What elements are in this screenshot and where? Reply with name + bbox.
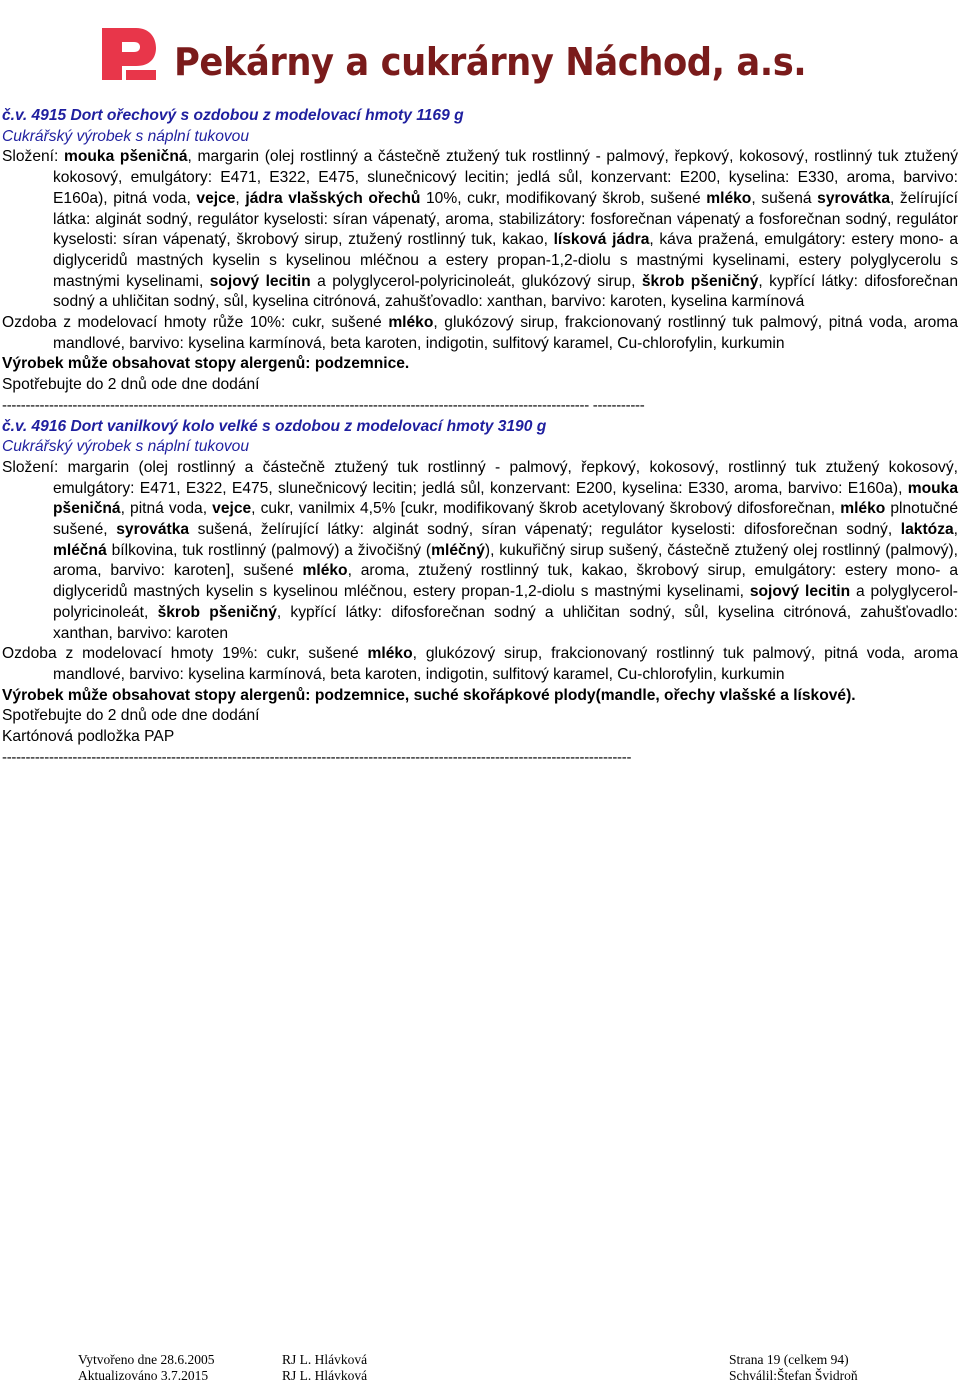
allergen-highlight: jádra vlašských ořechů [245, 189, 421, 207]
allergen-highlight: syrovátka [817, 189, 890, 207]
product-allergens: Výrobek může obsahovat stopy alergenů: podzemnice. [2, 355, 410, 373]
page-footer [0, 1352, 960, 1386]
allergen-highlight: mléčný [431, 541, 485, 559]
text-run: Složení: [2, 148, 65, 166]
separator-line: ----------------------------------------------------------------------------------------------------------------------------- ----------- [2, 396, 645, 414]
allergen-highlight: laktóza [900, 521, 954, 539]
footer-created-by: RJ L. Hlávková [282, 1352, 368, 1367]
allergen-highlight: škrob pšeničný [157, 603, 277, 621]
text-run: bílkovina, tuk rostlinný (palmový) a živočišný ( [106, 541, 432, 559]
product-extra-note: Kartónová podložka PAP [2, 728, 175, 746]
allergen-highlight: mléko [367, 645, 413, 663]
text-run: , kypřící látky: difosforečnan sodný a uhličitan sodný, sůl, kyselina citrónová, zahušťovadlo: xanthan, barvivo: karoten, kyselina karmínová [53, 272, 958, 311]
page-header [0, 0, 960, 110]
allergen-highlight: mouka pšeničná [53, 479, 958, 518]
allergen-highlight: mléko [706, 189, 752, 207]
allergen-highlight: vejce [212, 500, 252, 518]
text-run: , [235, 189, 246, 207]
allergen-highlight: mléko [302, 562, 348, 580]
company-name: Pekárny a cukrárny Náchod, a.s. [174, 40, 807, 84]
product-decoration [2, 313, 958, 354]
text-run: Ozdoba z modelovací hmoty růže 10%: cukr, sušené [2, 314, 389, 332]
allergen-highlight: mléko [840, 500, 886, 518]
text-run: a polyglycerol-polyricinoleát, [53, 583, 958, 621]
footer-updated-by: RJ L. Hlávková [282, 1368, 368, 1383]
text-run: , margarin (olej rostlinný a částečně ztužený tuk rostlinný - palmový, řepkový, kokosový, rostlinný tuk ztužený kokosový, emulgátory: E471, E322, E475, slunečnicový lecitin; jedlá sůl, konzervant: E200, kyselina: E330, aroma, barvivo: E160a), pitná voda, [53, 148, 958, 207]
product-subtitle: Cukrářský výrobek s náplní tukovou [2, 438, 250, 456]
product-subtitle: Cukrářský výrobek s náplní tukovou [2, 127, 250, 145]
allergen-highlight: lísková jádra [553, 231, 650, 249]
text-run: , káva pražená, emulgátory: estery mono- a diglyceridů mastných kyselin s kyselinou mléčnou a estery propan-1,2-diolu s mastnými kyselinami, estery polyglycerolu s mastnými kyselinami, [53, 231, 958, 290]
text-run: , glukózový sirup, frakcionovaný rostlinný tuk palmový, pitná voda, aroma mandlové, barvivo: kyselina karmínová, beta karoten, indigotin, sulfitový karamel, Cu-chlorofylin, kurkumin [53, 645, 958, 683]
allergen-highlight: mouka pšeničná [64, 148, 188, 166]
allergen-highlight: mléčná [53, 541, 107, 559]
text-run: , aroma, ztužený rostlinný tuk, kakao, škrobový sirup, emulgátory: estery mono- a diglyceridů mastných kyselin s kyselinou mléčnou, estery propan-1,2-diolu s mastnými kyselinami, [53, 562, 958, 601]
text-run: 10%, cukr, modifikovaný škrob, sušené [420, 189, 707, 207]
allergen-highlight: sojový lecitin [749, 583, 851, 601]
text-run: ), kukuřičný sirup sušený, částečně ztužený olej rostlinný (palmový), aroma, barvivo: karoten], sušené [53, 541, 958, 580]
footer-created: Vytvořeno dne 28.6.2005 [78, 1352, 215, 1367]
product-shelf-life: Spotřebujte do 2 dnů ode dne dodání [2, 376, 260, 394]
product-block [2, 417, 958, 769]
text-run: , cukr, vanilmix 4,5% [cukr, modifikovaný škrob acetylovaný škrobový difosforečnan, [251, 500, 841, 518]
product-composition [2, 147, 958, 313]
text-run: , kypřící látky: difosforečnan sodný a uhličitan sodný, sůl, kyselina citrónová, zahušťovadlo: xanthan, barvivo: karoten [53, 603, 958, 642]
product-title: č.v. 4915 Dort ořechový s ozdobou z modelovací hmoty 1169 g [2, 107, 464, 124]
company-logo-icon [96, 22, 160, 86]
allergen-highlight: vejce [196, 189, 236, 207]
footer-updated: Aktualizováno 3.7.2015 [78, 1368, 209, 1383]
allergen-highlight: syrovátka [116, 521, 190, 539]
text-run: plnotučné sušené, [53, 500, 958, 539]
footer-page-number: Strana 19 (celkem 94) [729, 1352, 849, 1367]
text-run: , sušená [751, 189, 818, 207]
text-run: , [953, 521, 959, 539]
text-run: Ozdoba z modelovací hmoty 19%: cukr, sušené [2, 645, 368, 663]
text-run: , pitná voda, [120, 500, 213, 518]
product-list [2, 106, 958, 769]
separator-line: -------------------------------------------------------------------------------------------------------------------------------------- [2, 748, 632, 766]
product-composition [2, 458, 958, 644]
product-block [2, 106, 958, 417]
product-title: č.v. 4916 Dort vanilkový kolo velké s ozdobou z modelovací hmoty 3190 g [2, 417, 547, 435]
footer-approved: Schválil:Štefan Švidroň [729, 1368, 858, 1383]
product-decoration [2, 644, 958, 685]
product-allergens: Výrobek může obsahovat stopy alergenů: podzemnice, suché skořápkové plody(mandle, ořechy vlašské a lískové). [2, 686, 856, 704]
text-run: Složení: margarin (olej rostlinný a částečně ztužený tuk rostlinný - palmový, řepkový, kokosový, rostlinný tuk ztužený kokosový, emulgátory: E471, E322, E475, slunečnicový lecitin; jedlá sůl, konzervant: E200, kyselina: E330, aroma, barvivo: E160a), [2, 458, 958, 497]
text-run: , glukózový sirup, frakcionovaný rostlinný tuk palmový, pitná voda, aroma mandlové, barvivo: kyselina karmínová, beta karoten, indigotin, sulfitový karamel, Cu-chlorofylin, kurkumin [53, 314, 959, 352]
allergen-highlight: škrob pšeničný [641, 272, 759, 290]
text-run: a polyglycerol-polyricinoleát, glukózový sirup, [310, 272, 642, 290]
product-shelf-life: Spotřebujte do 2 dnů ode dne dodání [2, 707, 260, 725]
allergen-highlight: sojový lecitin [209, 272, 311, 290]
text-run: , želírující látka: alginát sodný, regulátor kyselosti: síran vápenatý, aroma, stabilizátory: fosforečnan vápenatý a fosforečnan sodný, regulátor kyselosti: síran vápenatý, škrobový sirup, ztužený rostlinný tuk, kakao, [53, 189, 958, 249]
text-run: sušená, želírující látky: alginát sodný, síran vápenatý; regulátor kyselosti: difosforečnan sodný, [189, 521, 901, 539]
allergen-highlight: mléko [388, 314, 434, 332]
